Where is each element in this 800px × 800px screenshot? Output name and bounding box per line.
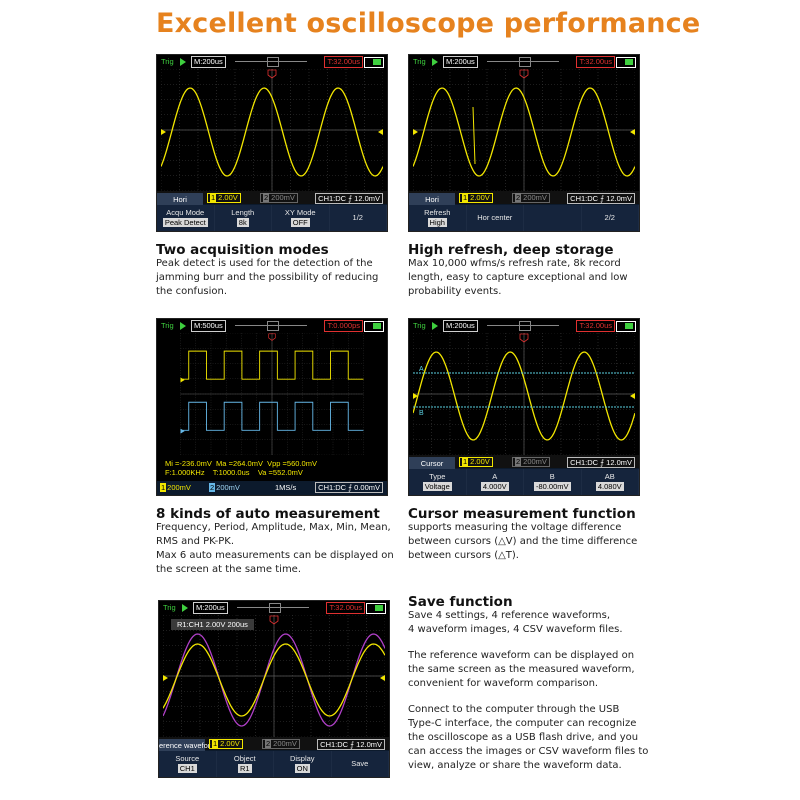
ch1-scale[interactable] — [459, 457, 493, 467]
ch1-scale[interactable] — [160, 483, 191, 492]
softkey-3[interactable] — [582, 469, 640, 495]
ch2-badge: 2 — [516, 193, 521, 202]
battery-icon — [364, 57, 384, 68]
caption-line: can access the images or CSV waveform files to — [408, 746, 649, 757]
battery-icon — [366, 603, 386, 614]
softkey-value: Peak Detect — [164, 218, 206, 227]
ch2-badge: 2 — [264, 193, 269, 202]
graticule — [163, 615, 385, 737]
channel-status-bar — [409, 191, 639, 204]
ch1-badge: 1 — [211, 193, 216, 202]
ch1-scale[interactable] — [459, 193, 493, 203]
softkey-label: Acqu Mode — [166, 208, 205, 217]
oscilloscope-screen-2 — [408, 54, 640, 232]
ch2-scale-value: 200mV — [271, 193, 295, 202]
softkey-0[interactable] — [159, 751, 217, 777]
trigger-status: Trig — [413, 57, 426, 66]
caption-cursor — [408, 507, 653, 563]
trigger-time-readout[interactable]: T:32.00us — [576, 320, 615, 332]
ch1-badge: 1 — [463, 193, 468, 202]
ch2-scale-value: 200mV — [273, 739, 297, 748]
bottom-panel — [409, 455, 639, 495]
trigger-status: Trig — [163, 603, 176, 612]
caption-line: between cursors (△V) and the time difference — [408, 536, 638, 547]
softkey-label: A — [492, 472, 498, 481]
softkey-value: 4.080V — [597, 482, 622, 491]
ch2-badge: 2 — [516, 457, 521, 466]
status-bar — [409, 319, 639, 333]
ch2-level-marker — [181, 429, 185, 434]
softkey-value: OFF — [292, 218, 308, 227]
trigger-info[interactable]: CH1:DC ⨍ 12.0mV — [315, 193, 383, 204]
softkey-label: Display — [289, 754, 315, 763]
softkey-value: 4.000V — [482, 482, 507, 491]
battery-level — [375, 605, 383, 611]
caption-line: The reference waveform can be displayed on — [408, 650, 635, 661]
ch1-scale-value: 2.00V — [470, 193, 490, 202]
caption-refresh — [408, 243, 653, 299]
oscilloscope-screen-3 — [156, 318, 388, 496]
run-stop-icon[interactable] — [180, 322, 186, 330]
channel-status-bar — [157, 191, 387, 204]
softkey-value: Voltage — [424, 482, 450, 491]
timebase-readout[interactable]: M:200us — [443, 320, 478, 332]
ch2-badge: 2 — [210, 483, 215, 492]
run-stop-icon[interactable] — [432, 58, 438, 66]
caption-line: the confusion. — [156, 286, 228, 297]
softkey-label: AB — [604, 472, 615, 481]
channel-status-bar — [409, 455, 639, 468]
channel-status-bar — [157, 481, 387, 495]
ch2-scale-value: 200mV — [216, 483, 240, 492]
caption-line: Peak detect is used for the detection of the — [156, 258, 373, 269]
sample-rate: 1MS/s — [275, 483, 297, 492]
softkey-0[interactable] — [157, 205, 215, 231]
timebase-readout[interactable]: M:200us — [443, 56, 478, 68]
measurement-line: Mi =-236.0mV Ma =264.0mV Vpp =560.0mV — [165, 459, 317, 468]
trigger-info[interactable]: CH1:DC ⨍ 12.0mV — [567, 193, 635, 204]
memory-window-marker — [267, 57, 279, 67]
battery-icon — [364, 321, 384, 332]
ch2-scale[interactable] — [209, 483, 240, 492]
ch1-scale-value: 2.00V — [220, 739, 240, 748]
cursor-a-label: A — [419, 366, 424, 373]
caption-line: Type-C interface, the computer can recognize — [408, 718, 637, 729]
trigger-status: Trig — [161, 321, 174, 330]
softkey-2[interactable] — [274, 751, 332, 777]
softkey-1[interactable] — [217, 751, 275, 777]
ch1-badge: 1 — [161, 483, 166, 492]
memory-window-marker — [519, 57, 531, 67]
status-bar — [409, 55, 639, 69]
trigger-info[interactable]: CH1:DC ⨍ 12.0mV — [317, 739, 385, 750]
trigger-time-readout[interactable]: T:32.00us — [576, 56, 615, 68]
caption-line: 4 waveform images, 4 CSV waveform files. — [408, 624, 623, 635]
caption-acquisition — [156, 243, 401, 299]
cursor-b-label: B — [419, 410, 424, 417]
softkey-menu — [159, 751, 389, 777]
softkey-2[interactable] — [524, 469, 582, 495]
oscilloscope-screen-4 — [408, 318, 640, 496]
waveform-display — [413, 69, 635, 191]
caption-line: length, easy to capture exceptional and low — [408, 272, 628, 283]
run-stop-icon[interactable] — [182, 604, 188, 612]
softkey-3[interactable] — [332, 751, 390, 777]
ch1-scale-value: 200mV — [167, 483, 191, 492]
battery-level — [625, 59, 633, 65]
trigger-time-readout[interactable]: T:0.000ps — [324, 320, 363, 332]
timebase-readout[interactable]: M:200us — [193, 602, 228, 614]
menu-title: Hori — [157, 193, 203, 206]
softkey-label: Object — [233, 754, 256, 763]
status-bar — [157, 319, 387, 333]
caption-heading: Save function — [408, 594, 513, 610]
softkey-1[interactable] — [467, 205, 525, 231]
measurement-readout — [165, 459, 317, 477]
timebase-readout[interactable]: M:500us — [191, 320, 226, 332]
caption-line: Frequency, Period, Amplitude, Max, Min, Mean, — [156, 522, 391, 533]
ch2-scale[interactable] — [262, 739, 300, 749]
memory-window-marker — [519, 321, 531, 331]
battery-icon — [616, 57, 636, 68]
softkey-value: 8k — [238, 218, 247, 227]
softkey-value: ON — [296, 764, 308, 773]
menu-title: Cursor — [409, 457, 455, 470]
waveform-display — [413, 333, 635, 455]
softkey-label: Hor center — [477, 213, 513, 222]
softkey-label: 2/2 — [604, 213, 615, 222]
softkey-1[interactable] — [215, 205, 273, 231]
softkey-menu — [409, 469, 639, 495]
caption-line: between cursors (△T). — [408, 550, 519, 561]
softkey-label: B — [549, 472, 555, 481]
waveform-display — [161, 333, 383, 455]
ch1-badge: 1 — [463, 457, 468, 466]
bottom-panel — [157, 191, 387, 231]
trigger-status: Trig — [413, 321, 426, 330]
caption-line: view, analyze or share the waveform data. — [408, 760, 622, 771]
softkey-1[interactable] — [467, 469, 525, 495]
softkey-label: Type — [429, 472, 446, 481]
softkey-2[interactable] — [524, 205, 582, 231]
channel-status-bar — [159, 737, 389, 750]
waveform-display — [161, 69, 383, 191]
caption-line: Max 10,000 wfms/s refresh rate, 8k record — [408, 258, 621, 269]
ch1-badge: 1 — [213, 739, 218, 748]
oscilloscope-screen-1 — [156, 54, 388, 232]
page-title: Excellent oscilloscope performance — [156, 8, 701, 39]
caption-save — [408, 595, 658, 773]
reference-label: R1:CH1 2.00V 200us — [171, 619, 254, 630]
ch1-scale[interactable] — [207, 193, 241, 203]
graticule — [413, 69, 635, 191]
caption-line: the screen at the same time. — [156, 564, 302, 575]
softkey-value: High — [429, 218, 445, 227]
softkey-2[interactable] — [272, 205, 330, 231]
caption-measurement — [156, 507, 401, 577]
softkey-0[interactable] — [409, 469, 467, 495]
caption-line: RMS and PK-PK. — [156, 536, 235, 547]
waveform-display — [163, 615, 385, 737]
caption-heading: Two acquisition modes — [156, 242, 329, 258]
battery-icon — [616, 321, 636, 332]
trigger-time-readout[interactable]: T:32.00us — [324, 56, 363, 68]
softkey-label: Source — [175, 754, 200, 763]
ch1-scale-value: 2.00V — [470, 457, 490, 466]
ch2-scale[interactable] — [512, 457, 550, 467]
softkey-3[interactable] — [330, 205, 388, 231]
ch1-scale-value: 2.00V — [218, 193, 238, 202]
ch2-scale-value: 200mV — [523, 193, 547, 202]
softkey-value: CH1 — [179, 764, 195, 773]
softkey-label: Length — [231, 208, 255, 217]
ch2-scale[interactable] — [512, 193, 550, 203]
softkey-value: -80.00mV — [535, 482, 569, 491]
softkey-3[interactable] — [582, 205, 640, 231]
caption-line: supports measuring the voltage difference — [408, 522, 622, 533]
battery-level — [373, 323, 381, 329]
caption-line: Max 6 auto measurements can be displayed on — [156, 550, 394, 561]
ch1-level-marker — [181, 378, 185, 383]
caption-line: the same screen as the measured waveform, — [408, 664, 635, 675]
softkey-label: Save — [351, 759, 369, 768]
battery-level — [625, 323, 633, 329]
softkey-label: Refresh — [424, 208, 451, 217]
softkey-label: 1/2 — [352, 213, 363, 222]
battery-level — [373, 59, 381, 65]
caption-line: probability events. — [408, 286, 502, 297]
softkey-menu — [157, 205, 387, 231]
memory-window-marker — [269, 603, 281, 613]
ch2-badge: 2 — [266, 739, 271, 748]
caption-heading: High refresh, deep storage — [408, 242, 614, 258]
trigger-info[interactable]: CH1:DC ⨍ 0.00mV — [315, 482, 383, 493]
bottom-panel — [159, 737, 389, 777]
caption-line: jamming burr and the possibility of reducing — [156, 272, 379, 283]
softkey-label: XY Mode — [284, 208, 316, 217]
trigger-time-readout[interactable]: T:32.00us — [326, 602, 365, 614]
caption-heading: Cursor measurement function — [408, 506, 636, 522]
menu-title: Hori — [409, 193, 455, 206]
graticule — [161, 69, 383, 191]
caption-line: Save 4 settings, 4 reference waveforms, — [408, 610, 611, 621]
run-stop-icon[interactable] — [180, 58, 186, 66]
glitch-spike — [473, 107, 475, 164]
measurement-line: F:1.000KHz T:1000.0us Va =552.0mV — [165, 468, 303, 477]
run-stop-icon[interactable] — [432, 322, 438, 330]
trigger-info[interactable]: CH1:DC ⨍ 12.0mV — [567, 457, 635, 468]
oscilloscope-screen-5 — [158, 600, 390, 778]
ch1-scale[interactable] — [209, 739, 243, 749]
caption-line: the oscilloscope as a USB flash drive, and you — [408, 732, 639, 743]
menu-title: erence wavefor — [159, 741, 211, 750]
bottom-panel — [409, 191, 639, 231]
ch2-scale-value: 200mV — [523, 457, 547, 466]
memory-window-marker — [267, 321, 279, 331]
status-bar — [157, 55, 387, 69]
softkey-0[interactable] — [409, 205, 467, 231]
ch2-scale[interactable] — [260, 193, 298, 203]
caption-line: Connect to the computer through the USB — [408, 704, 620, 715]
softkey-value: R1 — [239, 764, 250, 773]
trigger-status: Trig — [161, 57, 174, 66]
timebase-readout[interactable]: M:200us — [191, 56, 226, 68]
status-bar — [159, 601, 389, 615]
softkey-menu — [409, 205, 639, 231]
caption-heading: 8 kinds of auto measurement — [156, 506, 380, 522]
caption-line: convenient for waveform comparison. — [408, 678, 599, 689]
